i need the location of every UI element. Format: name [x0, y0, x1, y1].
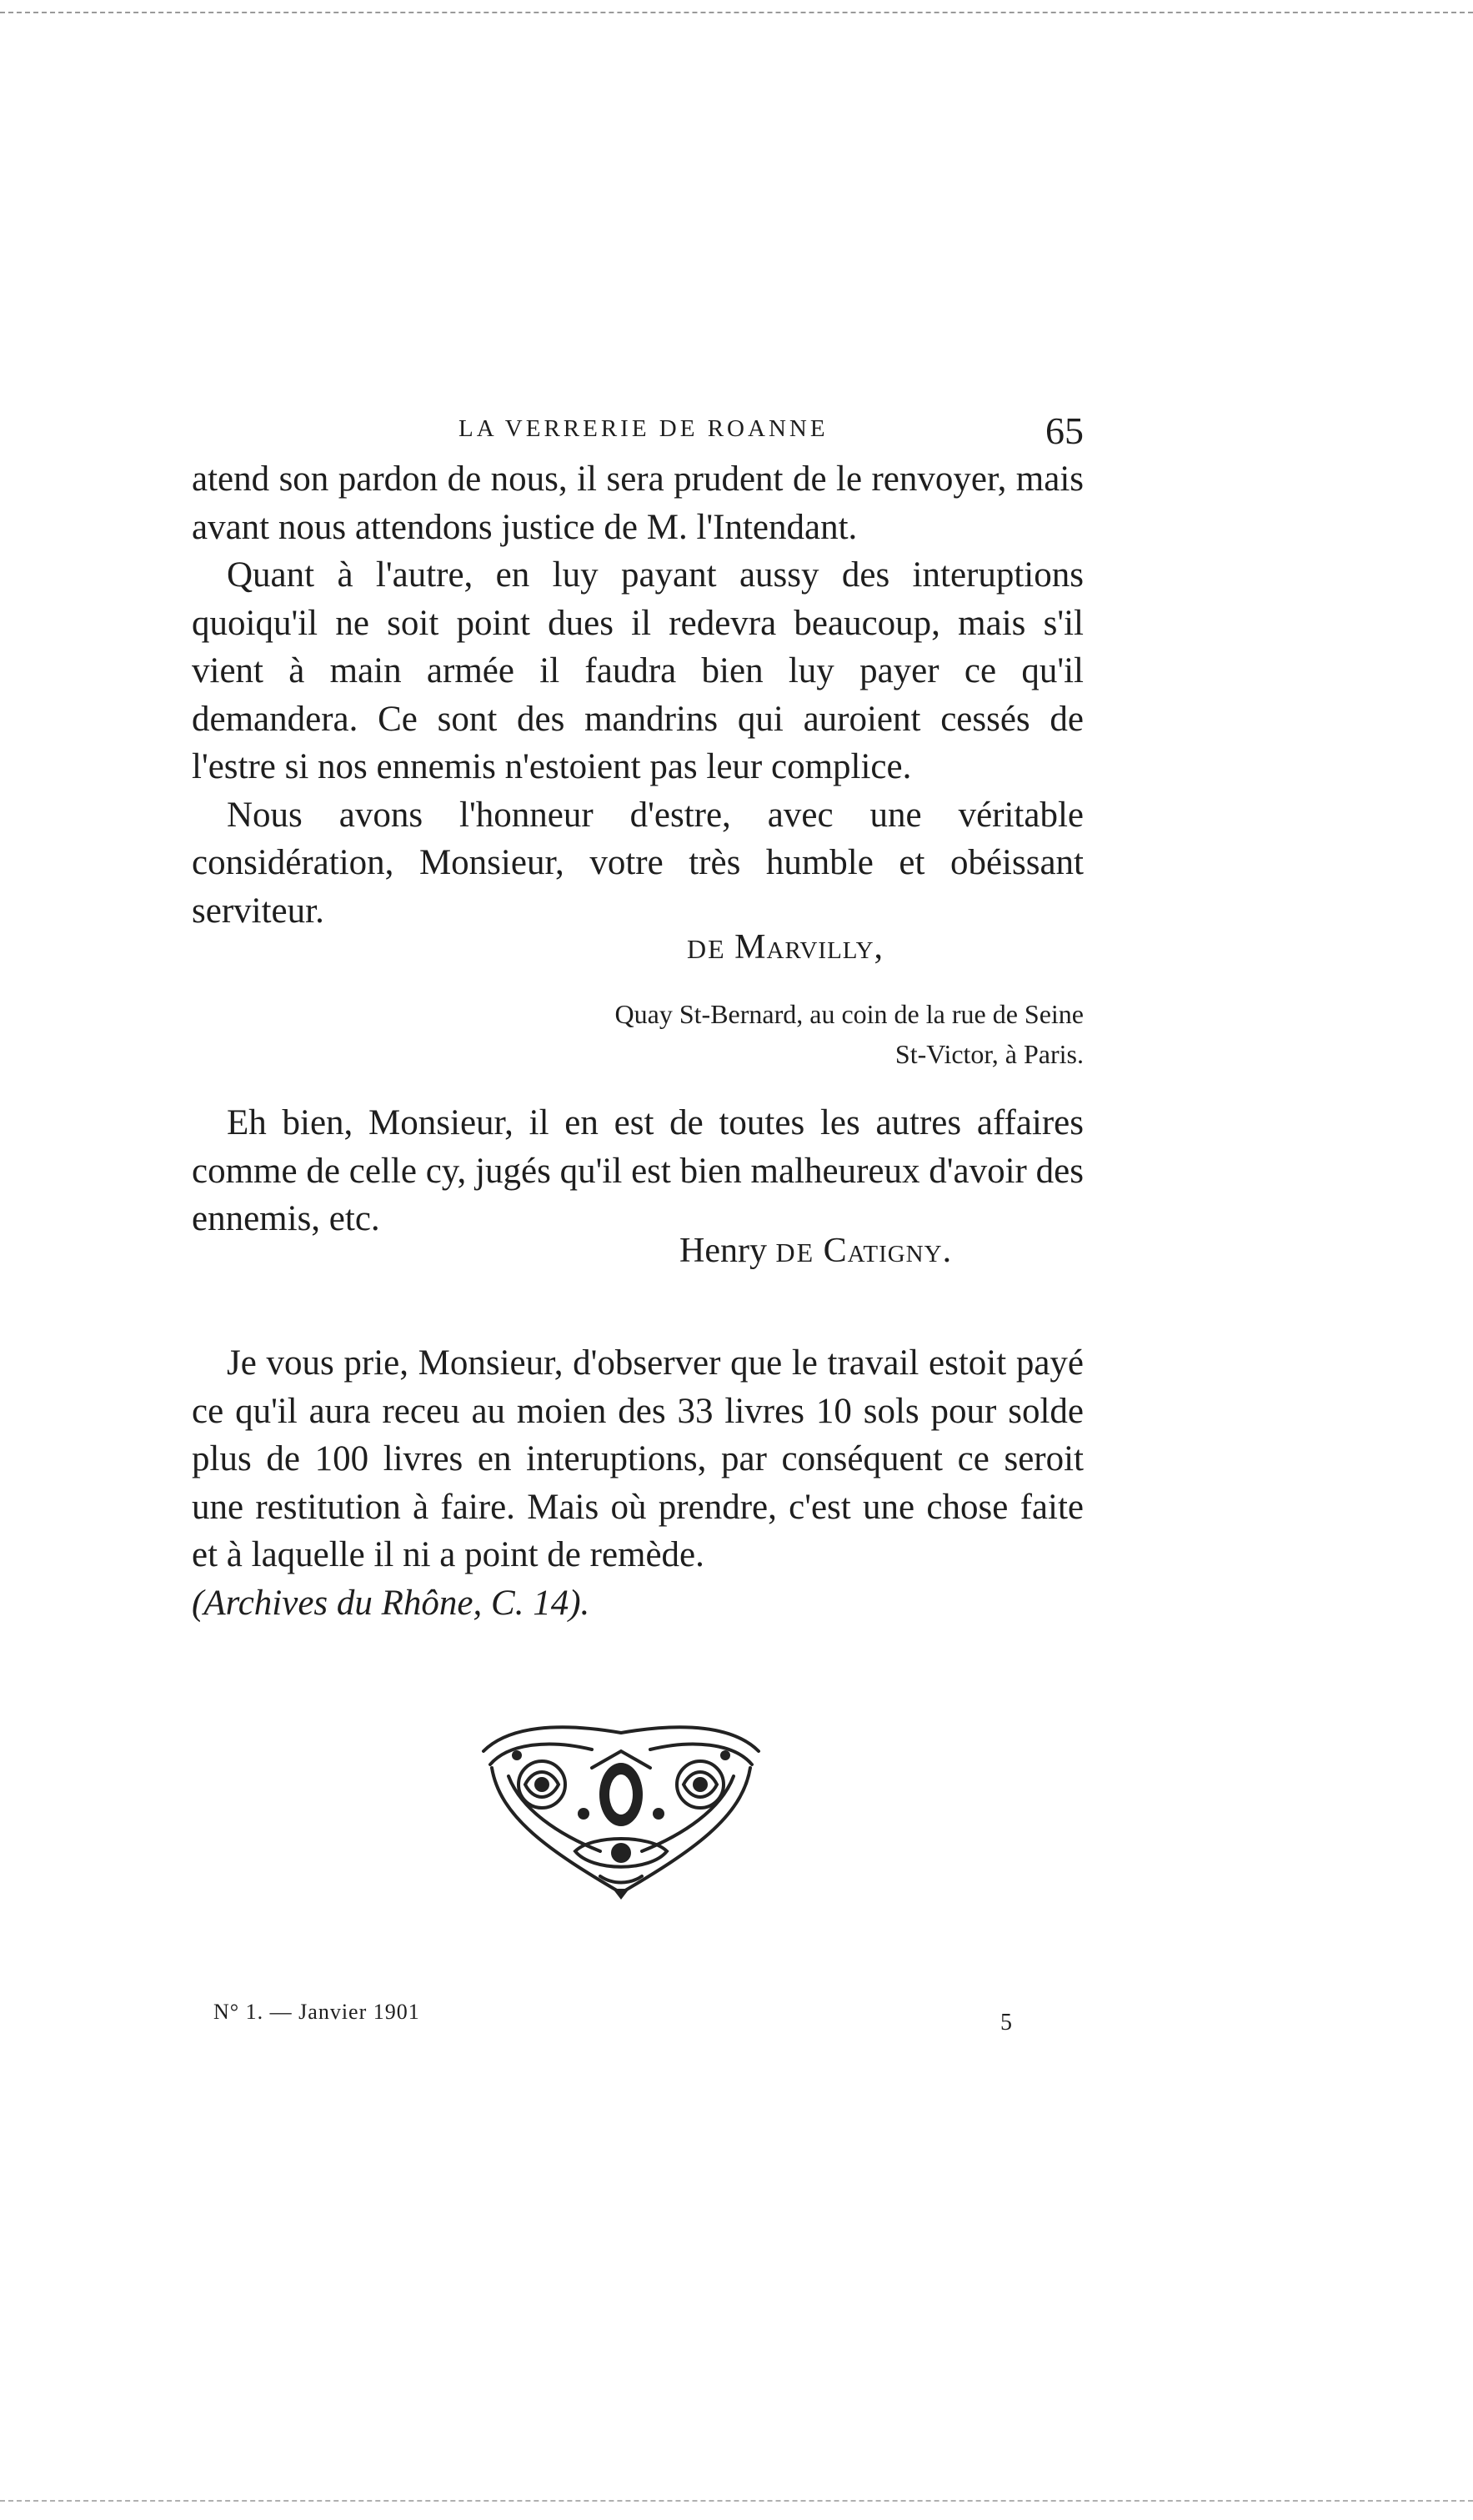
- ornament-fleuron: [475, 1718, 767, 1901]
- running-title: LA VERRERIE DE ROANNE: [458, 415, 829, 442]
- top-edge-rule: [0, 12, 1473, 13]
- postscript-body: [192, 1099, 1084, 1243]
- postscript-paragraph: Eh bien, Monsieur, il en est de toutes les autres affaires comme de celle cy, jugés qu'il est bien malheureux d'avoir des ennemis, etc.: [192, 1103, 1084, 1238]
- signature-marvilly: [687, 927, 884, 967]
- signature-given-name: Henry: [679, 1232, 767, 1270]
- address-line-1: Quay St-Bernard, au coin de la rue de Seine: [614, 999, 1084, 1029]
- letter-body: [192, 455, 1084, 935]
- signature-particle: DE: [687, 934, 726, 964]
- signature-particle: DE: [775, 1237, 815, 1268]
- note-paragraph: Je vous prie, Monsieur, d'observer que le travail estoit payé ce qu'il aura receu au moien des 33 livres 10 sols pour solde plus de 100 livres en interuptions, par conséquent ce seroit une restitution à faire. Mais où prendre, c'est une chose faite et à laquelle il ni a point de remède.: [192, 1343, 1084, 1574]
- signature-name: Catigny.: [823, 1232, 953, 1270]
- letter-paragraph-3: Nous avons l'honneur d'estre, avec une véritable considération, Monsieur, votre très humble et obéissant serviteur.: [192, 795, 1084, 931]
- running-header: [192, 409, 1084, 459]
- page-number: 65: [1045, 409, 1084, 452]
- signature-mark: 5: [1000, 2010, 1012, 2036]
- signature-catigny: [679, 1231, 952, 1271]
- address-line-2: St-Victor, à Paris.: [894, 1039, 1084, 1069]
- note-body: [192, 1339, 1084, 1627]
- signature-name: Marvilly,: [734, 928, 884, 966]
- issue-footer: N° 1. — Janvier 1901: [213, 2000, 420, 2024]
- archive-citation: [192, 1579, 1084, 1628]
- citation-text: (Archives du Rhône, C. 14).: [192, 1583, 590, 1623]
- letter-paragraph-1: atend son pardon de nous, il sera prudent de le renvoyer, mais avant nous attendons justice de M. l'Intendant.: [192, 459, 1084, 547]
- bottom-edge-rule: [0, 2500, 1473, 2502]
- letter-paragraph-2: Quant à l'autre, en luy payant aussy des interuptions quoiqu'il ne soit point dues il redevra beaucoup, mais s'il vient à main armée il faudra bien luy payer ce qu'il demandera. Ce sont des mandrins qui auroient cessés de l'estre si nos ennemis n'estoient pas leur complice.: [192, 555, 1084, 786]
